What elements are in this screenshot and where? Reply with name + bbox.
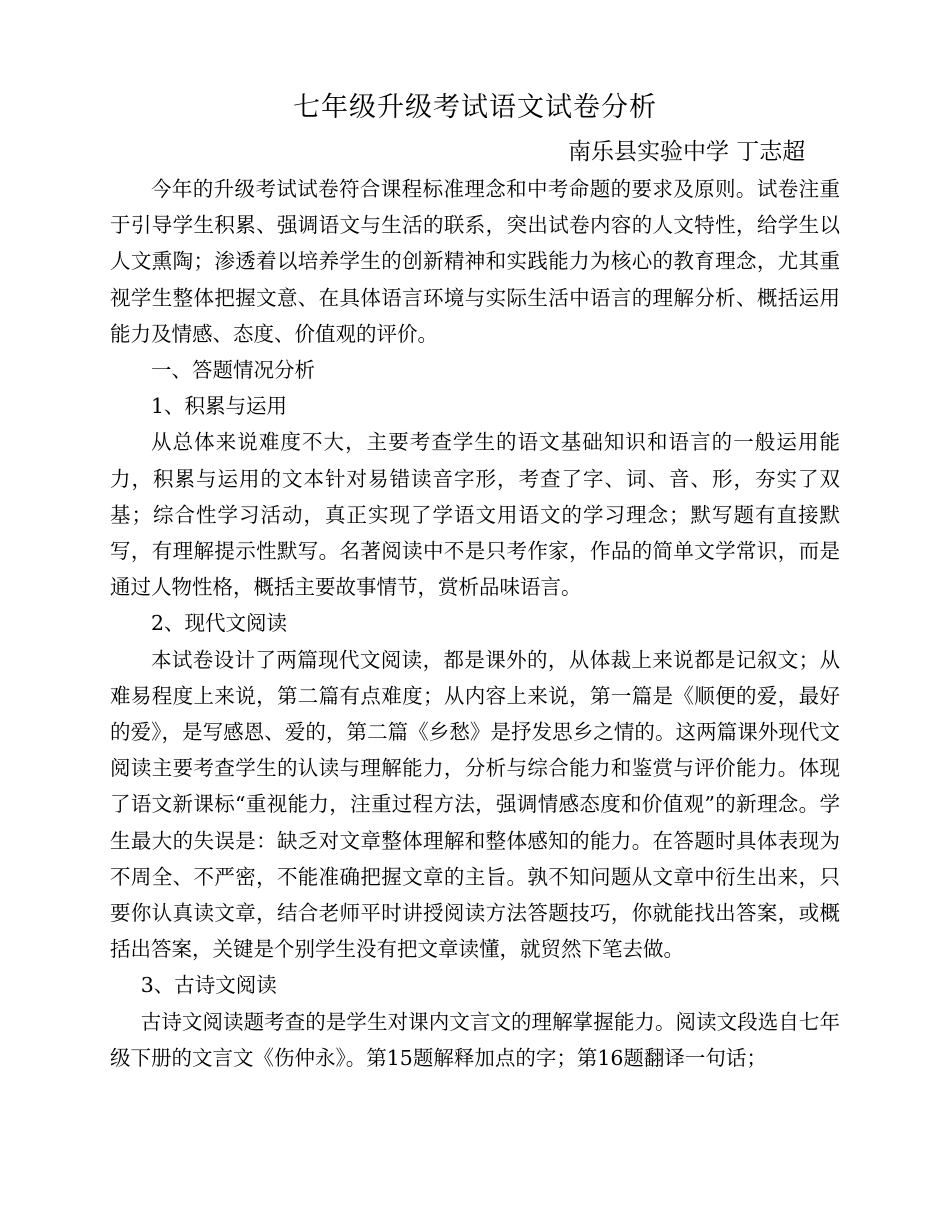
subsection-heading-accumulation: 1、积累与运用 [151,394,288,419]
paragraph-classical-reading: 古诗文阅读题考查的是学生对课内文言文的理解掌握能力。阅读文段选自七年级下册的文言文《伤仲永》。第15题解释加点的字；第16题翻译一句话； [110,1009,840,1070]
paragraph-accumulation: 从总体来说难度不大，主要考查学生的语文基础知识和语言的一般运用能力，积累与运用的文本针对易错读音字形，考查了字、词、音、形，夯实了双基；综合性学习活动，真正实现了学语文用语文的学习理念；默写题有直接默写，有理解提示性默写。名著阅读中不是只考作家，作品的简单文学常识，而是通过人物性格，概括主要故事情节，赏析品味语言。 [110,430,840,600]
document-title: 七年级升级考试语文试卷分析 [293,92,657,123]
paragraph-intro: 今年的升级考试试卷符合课程标准理念和中考命题的要求及原则。试卷注重于引导学生积累、强调语文与生活的联系，突出试卷内容的人文特性，给学生以人文熏陶；渗透着以培养学生的创新精神和实践能力为核心的教育理念，尤其重视学生整体把握文意、在具体语言环境与实际生活中语言的理解分析、概括运用能力及情感、态度、价值观的评价。 [110,177,840,346]
paragraph-modern-reading: 本试卷设计了两篇现代文阅读，都是课外的，从体裁上来说都是记叙文；从难易程度上来说，第二篇有点难度；从内容上来说，第一篇是《顺便的爱，最好的爱》，是写感恩、爱的，第二篇《乡愁》是抒发思乡之情的。这两篇课外现代文阅读主要考查学生的认读与理解能力，分析与综合能力和鉴赏与评价能力。体现了语文新课标“重视能力，注重过程方法，强调情感态度和价值观”的新理念。学生最大的失误是：缺乏对文章整体理解和整体感知的能力。在答题时具体表现为不周全、不严密，不能准确把握文章的主旨。孰不知问题从文章中衍生出来，只要你认真读文章，结合老师平时讲授阅读方法答题技巧，你就能找出答案，或概括出答案，关键是个别学生没有把文章读懂，就贸然下笔去做。 [110,647,840,962]
section-heading-answer-analysis: 一、答题情况分析 [151,358,315,383]
document-body [110,171,840,1076]
subsection-heading-modern-reading: 2、现代文阅读 [151,611,288,636]
document-author: 南乐县实验中学 丁志超 [568,139,806,165]
subsection-heading-classical-reading: 3、古诗文阅读 [140,973,277,998]
